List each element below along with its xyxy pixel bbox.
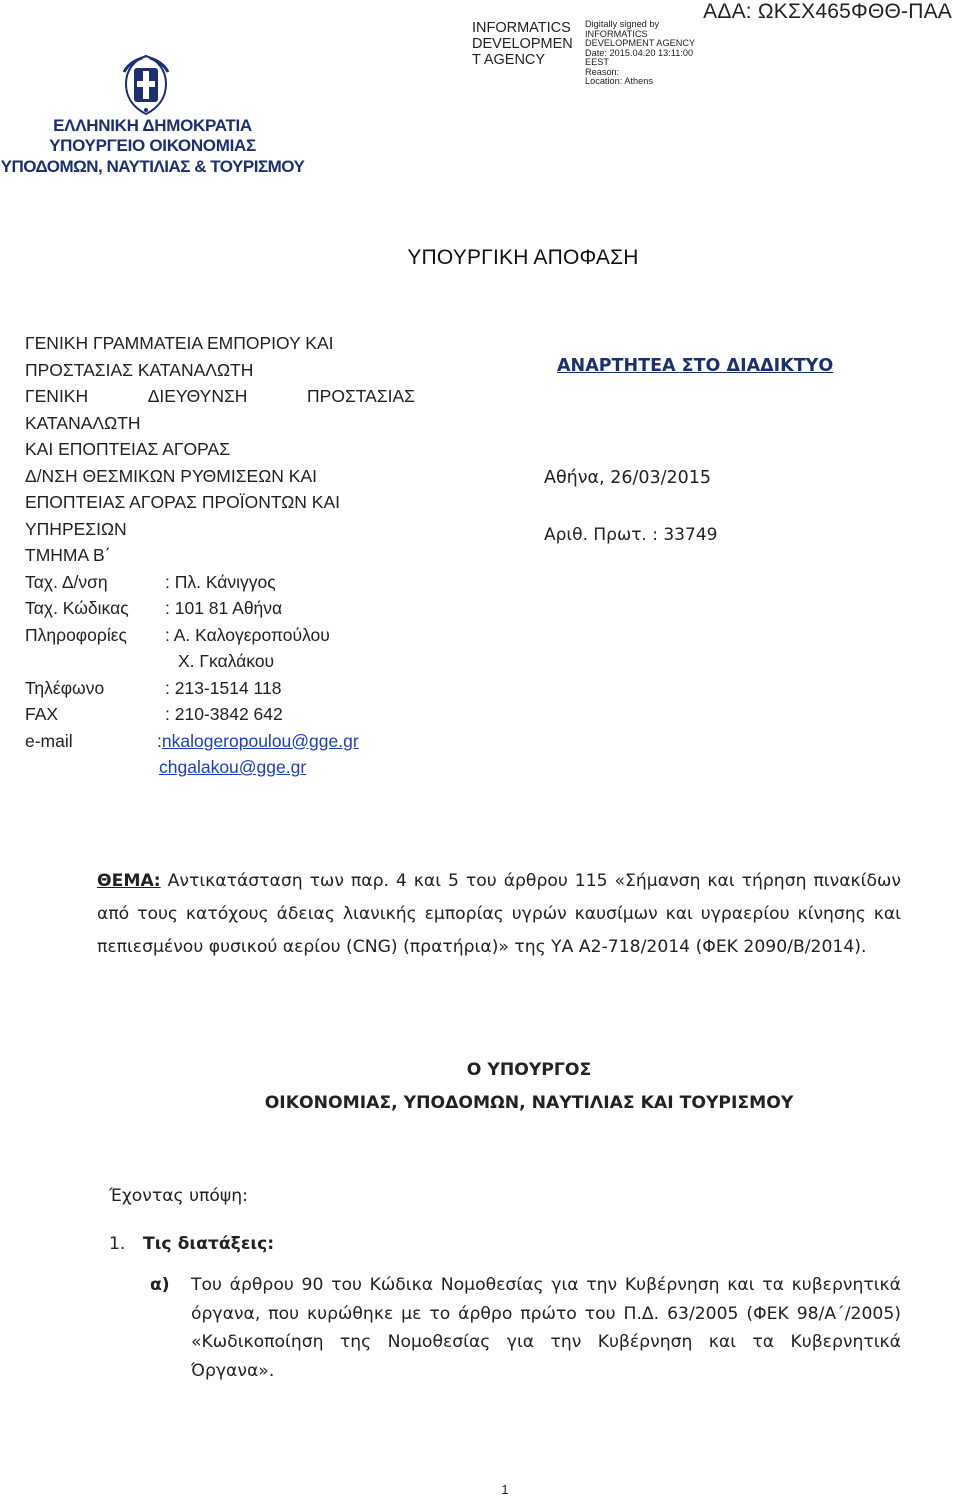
sender-line: ΠΡΟΣΤΑΣΙΑΣ ΚΑΤΑΝΑΛΩΤΗ xyxy=(25,359,254,380)
email-row xyxy=(25,728,415,755)
item-number: 1. xyxy=(109,1234,126,1254)
sender-line: ΤΜΗΜΑ Β΄ xyxy=(25,545,111,565)
contact-row xyxy=(25,675,415,702)
ministry-line: ΥΠΟΥΡΓΕΙΟ ΟΙΚΟΝΟΜΙΑΣ xyxy=(49,136,256,155)
contact-label: Ταχ. Κώδικας xyxy=(25,598,129,618)
signature-detail-line: Date: 2015.04.20 13:11:00 xyxy=(585,47,694,58)
subitem-paragraph xyxy=(150,1271,901,1385)
signature-detail-line: EEST xyxy=(585,57,609,67)
subject-text: Αντικατάσταση των παρ. 4 και 5 του άρθρου 115 «Σήμανση και τήρηση πινακίδων από τους κατόχους άδειας λιανικής εμπορίας υγρών καυσίμων και υγραερίου κίνησης και πεπιεσμένου φυσικού αερίου (CNG) (πρατήρια)» της ΥΑ Α2-718/2014 (ΦΕΚ 2090/Β/2014). xyxy=(97,871,901,957)
contact-row xyxy=(25,648,415,675)
contact-value: : 210-3842 642 xyxy=(165,704,283,724)
contact-label: Πληροφορίες xyxy=(25,624,127,645)
signer-line: DEVELOPMEN xyxy=(472,36,573,52)
greek-coat-of-arms-icon xyxy=(120,54,172,116)
sender-word: ΓΕΝΙΚΗ xyxy=(25,386,89,406)
contact-row xyxy=(25,701,415,728)
sender-line-text: ΕΠΟΠΤΕΙΑΣ ΑΓΟΡΑΣ ΠΡΟΪΟΝΤΩΝ ΚΑΙ xyxy=(25,492,341,512)
contact-label: Τηλέφωνο xyxy=(25,677,105,698)
subitem-text: Του άρθρου 90 του Κώδικα Νομοθεσίας για την Κυβέρνηση και τα κυβερνητικά όργανα, που κυρώθηκε με το άρθρο πρώτο του Π.Δ. 63/2005 (ΦΕΚ 98/Α΄/2005) «Κωδικοποίηση της Νομοθεσίας για την Κυβέρνηση και τα Κυβερνητικά Όργανα». xyxy=(191,1275,901,1381)
sender-line: ΚΑΙ ΕΠΟΠΤΕΙΑΣ ΑΓΟΡΑΣ xyxy=(25,439,231,459)
document-title: ΥΠΟΥΡΓΙΚΗ ΑΠΟΦΑΣΗ xyxy=(407,246,639,269)
minister-line: Ο ΥΠΟΥΡΓΟΣ xyxy=(466,1060,592,1080)
considering-heading: Έχοντας υπόψη: xyxy=(109,1186,248,1206)
ada-code: ΑΔΑ: ΩΚΣΧ465ΦΘΘ-ΠΑΑ xyxy=(703,0,952,23)
sender-word: ΠΡΟΣΤΑΣΙΑΣ xyxy=(307,386,415,406)
signature-signer xyxy=(472,20,582,68)
subitem-letter: α) xyxy=(150,1275,170,1295)
sender-line xyxy=(25,489,410,516)
ministry-line: ΥΠΟΔΟΜΩΝ, ΝΑΥΤΙΛΙΑΣ & ΤΟΥΡΙΣΜΟΥ xyxy=(0,157,305,176)
signature-detail-line: INFORMATICS xyxy=(585,28,648,39)
contact-row xyxy=(25,595,415,622)
contact-value: : Α. Καλογεροπούλου xyxy=(165,624,330,645)
document-date: Αθήνα, 26/03/2015 xyxy=(544,468,712,488)
contact-row xyxy=(25,569,415,596)
email-separator: : xyxy=(157,730,162,751)
contact-value: : 213-1514 118 xyxy=(165,677,282,698)
signature-detail-line: Digitally signed by xyxy=(585,19,660,29)
sender-line: Δ/ΝΣΗ ΘΕΣΜΙΚΩΝ ΡΥΘΜΙΣΕΩΝ ΚΑΙ xyxy=(25,465,317,486)
signature-detail-line: Reason: xyxy=(585,66,620,77)
sender-block xyxy=(25,330,415,781)
ministry-header xyxy=(0,116,305,177)
sender-line-justified xyxy=(25,383,415,410)
signature-details xyxy=(585,20,700,87)
sender-line: ΓΕΝΙΚΗ ΓΡΑΜΜΑΤΕΙΑ ΕΜΠΟΡΙΟΥ ΚΑΙ xyxy=(25,333,334,353)
sender-line: ΚΑΤΑΝΑΛΩΤΗ xyxy=(25,412,141,433)
sender-line: ΥΠΗΡΕΣΙΩΝ xyxy=(25,518,127,539)
item-title: Τις διατάξεις: xyxy=(143,1234,275,1254)
contact-label xyxy=(25,648,178,675)
contact-value: : 101 81 Αθήνα xyxy=(165,598,283,618)
contact-value: : Πλ. Κάνιγγος xyxy=(165,571,276,592)
minister-line: ΟΙΚΟΝΟΜΙΑΣ, ΥΠΟΔΟΜΩΝ, ΝΑΥΤΙΛΙΑΣ ΚΑΙ ΤΟΥΡΙΣΜΟΥ xyxy=(264,1093,794,1113)
contact-value: Χ. Γκαλάκου xyxy=(178,651,275,671)
sender-word: ΔΙΕΥΘΥΝΣΗ xyxy=(147,386,248,406)
signer-line: T AGENCY xyxy=(472,52,546,68)
ministry-line: ΕΛΛΗΝΙΚΗ ΔΗΜΟΚΡΑΤΙΑ xyxy=(53,116,252,135)
subject-label: ΘΕΜΑ: xyxy=(97,871,161,891)
email-link-2[interactable]: chgalakou@gge.gr xyxy=(159,757,307,777)
signer-line: INFORMATICS xyxy=(472,20,571,36)
signature-detail-line: DEVELOPMENT AGENCY xyxy=(585,38,696,48)
item-heading xyxy=(109,1234,274,1254)
minister-heading xyxy=(97,1054,960,1120)
contact-label: FAX xyxy=(25,704,59,724)
contact-row xyxy=(25,622,415,649)
email-link-1[interactable]: nkalogeropoulou@gge.gr xyxy=(161,730,359,751)
contact-label: Ταχ. Δ/νση xyxy=(25,571,108,592)
subject-paragraph xyxy=(97,865,901,964)
email-row xyxy=(25,754,415,781)
email-label: e-mail xyxy=(25,730,73,751)
posting-notice: ΑΝΑΡΤΗΤΕΑ ΣΤΟ ΔΙΑΔΙΚΤΥΟ xyxy=(557,356,834,376)
protocol-number: Αριθ. Πρωτ. : 33749 xyxy=(544,525,718,545)
signature-detail-line: Location: Athens xyxy=(585,76,653,86)
page-number: 1 xyxy=(501,1482,509,1497)
